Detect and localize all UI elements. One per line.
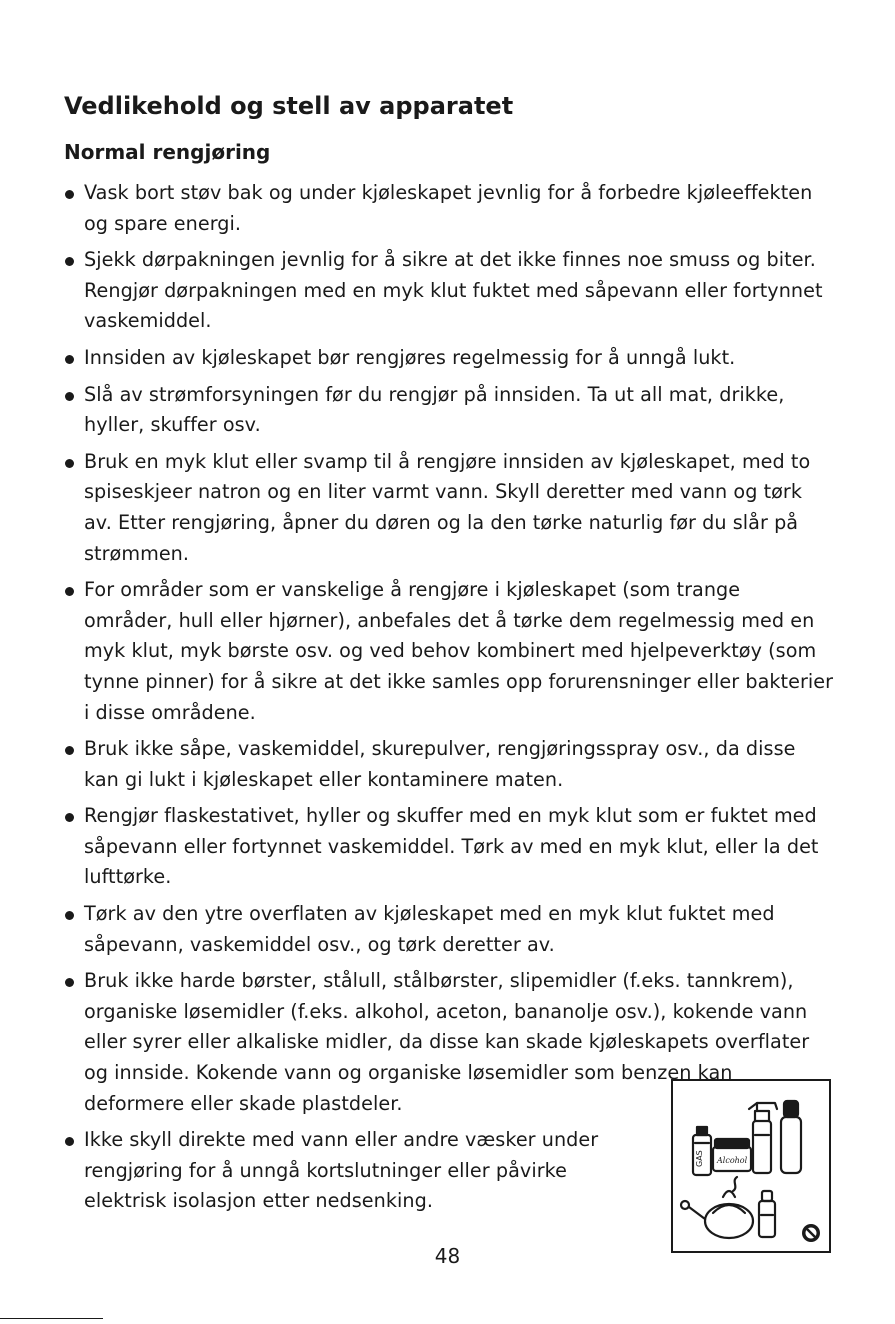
list-item — [64, 447, 834, 569]
list-item-text: For områder som er vanskelige å rengjøre i kjøleskapet (som trange områder, hull eller hjørner), anbefales det å tørke dem regelmessig med en myk klut, myk børste osv. og ved behov kombinert med hjelpeverktøy (som tynne pinner) for å sikre at det ikke samles opp forurensninger eller bakterier i disse områdene. — [84, 578, 834, 724]
spray-bottle-icon — [749, 1103, 777, 1173]
list-item — [64, 575, 834, 728]
list-item-text: Innsiden av kjøleskapet bør rengjøres regelmessig for å unngå lukt. — [84, 345, 736, 369]
kettle-icon — [681, 1177, 753, 1238]
gas-label: GAS — [695, 1150, 704, 1167]
list-item-text: Slå av strømforsyningen før du rengjør på innsiden. Ta ut all mat, drikke, hyller, skuffer osv. — [84, 382, 785, 437]
bullet-icon — [65, 746, 74, 755]
bottle-icon — [781, 1101, 801, 1173]
cleaning-agents-illustration — [671, 1079, 831, 1253]
list-item-text: Sjekk dørpakningen jevnlig for å sikre at det ikke finnes noe smuss og biter. Rengjør dørpakningen med en myk klut fuktet med såpevann eller fortynnet vaskemiddel. — [84, 248, 823, 333]
bullet-icon — [65, 978, 74, 987]
cleaning-agents-drawing — [673, 1081, 829, 1251]
page-title: Vedlikehold og stell av apparatet — [64, 92, 514, 120]
bullet-icon — [65, 813, 74, 822]
list-item — [64, 734, 834, 795]
list-item — [64, 245, 834, 337]
list-item — [64, 343, 834, 374]
alcohol-jar-icon — [713, 1139, 751, 1171]
bullet-icon — [65, 392, 74, 401]
alcohol-label: Alcohol — [717, 1156, 748, 1165]
bullet-icon — [65, 911, 74, 920]
list-item-text: Bruk ikke såpe, vaskemiddel, skurepulver, rengjøringsspray osv., da disse kan gi lukt i kjøleskapet eller kontaminere maten. — [84, 737, 796, 791]
bullet-icon — [65, 355, 74, 364]
list-item-text: Bruk en myk klut eller svamp til å rengjøre innsiden av kjøleskapet, med to spiseskjeer natron og en liter varmt vann. Skyll deretter med vann og tørk av. Etter rengjøring, åpner du døren og la den tørke naturlig før du slår på strømmen. — [84, 449, 811, 565]
list-item — [64, 899, 834, 960]
list-item-text: Ikke skyll direkte med vann eller andre væsker under rengjøring for å unngå kortslutninger eller påvirke elektrisk isolasjon etter nedsenking. — [84, 1128, 599, 1213]
footer-divider — [0, 1318, 103, 1319]
section-heading: Normal rengjøring — [64, 140, 271, 164]
bullet-icon — [65, 190, 74, 199]
list-item — [64, 380, 834, 441]
bullet-icon — [65, 257, 74, 266]
list-item-text: Tørk av den ytre overflaten av kjøleskapet med en myk klut fuktet med såpevann, vaskemiddel osv., og tørk deretter av. — [84, 902, 775, 956]
bullet-icon — [65, 587, 74, 596]
cleaning-instructions-list — [64, 178, 834, 1223]
list-item-text: Vask bort støv bak og under kjøleskapet jevnlig for å forbedre kjøleeffekten og spare energi. — [84, 181, 813, 235]
bullet-icon — [65, 1137, 74, 1146]
bullet-icon — [65, 459, 74, 468]
list-item — [64, 1125, 644, 1217]
page-number: 48 — [434, 1244, 461, 1268]
small-bottle-icon — [759, 1191, 775, 1237]
list-item — [64, 801, 834, 893]
list-item-text: Rengjør flaskestativet, hyller og skuffer med en myk klut som er fuktet med såpevann eller fortynnet vaskemiddel. Tørk av med en myk klut, eller la det lufttørke. — [84, 804, 819, 889]
list-item-text: Bruk ikke harde børster, stålull, stålbørster, slipemidler (f.eks. tannkrem), organiske løsemidler (f.eks. alkohol, aceton, bananolje osv.), kokende vann eller syrer eller alkaliske midler, da disse kan skade kjøleskapets overflater og innside. Kokende vann og organiske løsemidler som benzen kan deformere eller skade plastdeler. — [84, 969, 810, 1115]
prohibited-icon — [802, 1224, 820, 1242]
list-item — [64, 178, 834, 239]
